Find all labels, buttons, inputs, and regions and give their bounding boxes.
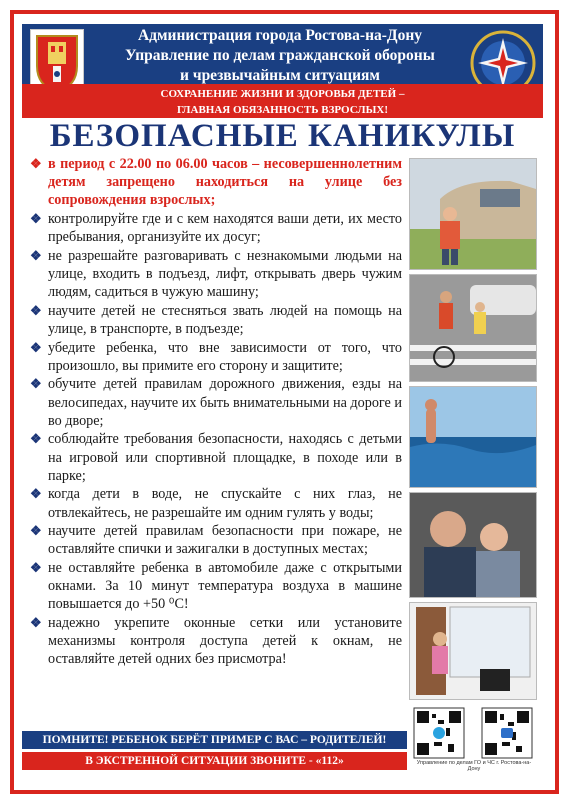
- list-item: [30, 614, 402, 669]
- list-item: [30, 302, 402, 338]
- list-item: [30, 155, 402, 210]
- photo-child-at-window: [409, 602, 537, 700]
- header-text: [100, 26, 460, 86]
- list-item-text: контролируйте где и с кем находятся ваши дети, их место пребывания, организуйте их досуг;: [48, 211, 402, 246]
- list-item: [30, 339, 402, 375]
- bullet-diamond-icon: ❖: [30, 614, 42, 630]
- list-item-text: в период с 22.00 по 06.00 часов – несовершеннолетним детям запрещено находиться на улице без сопровождения взрослых;: [48, 156, 402, 209]
- photo-drowning-hand: [409, 386, 537, 488]
- bullet-diamond-icon: ❖: [30, 431, 42, 447]
- photo-rescuer-with-child: [409, 492, 537, 598]
- photo-children-crossing: [409, 274, 537, 382]
- header-line-1: Администрация города Ростова-на-Дону: [137, 27, 423, 44]
- bullet-diamond-icon: ❖: [30, 523, 42, 539]
- slogan-line-1: СОХРАНЕНИЕ ЖИЗНИ И ЗДОРОВЬЯ ДЕТЕЙ –: [160, 88, 405, 100]
- qr-code-telegram: [414, 708, 464, 758]
- bullet-diamond-icon: ❖: [30, 376, 42, 392]
- footer-warning: ПОМНИТЕ! РЕБЕНОК БЕРЁТ ПРИМЕР С ВАС – РОДИТЕЛЕЙ!: [22, 731, 407, 749]
- list-item-text: не разрешайте разговаривать с незнакомыми людьми на улице, входить в подъезд, лифт, открывать дверь чужим людям, садиться в чужую машину;: [48, 247, 402, 301]
- bullet-diamond-icon: ❖: [30, 486, 42, 502]
- list-item-text: надежно укрепите оконные сетки или установите механизмы контроля доступа детей к окнам, не оставляйте детей одних без присмотра!: [48, 614, 402, 668]
- header-line-2: Управление по делам гражданской обороны: [125, 47, 435, 64]
- bullet-diamond-icon: ❖: [30, 559, 42, 575]
- qr-codes: [412, 706, 536, 760]
- list-item: [30, 210, 402, 246]
- page-title: БЕЗОПАСНЫЕ КАНИКУЛЫ: [49, 118, 516, 154]
- safety-tips-list: [30, 155, 402, 669]
- bullet-diamond-icon: ❖: [30, 247, 42, 263]
- bullet-diamond-icon: ❖: [30, 211, 42, 226]
- bullet-diamond-icon: ❖: [30, 156, 42, 171]
- bullet-diamond-icon: ❖: [30, 302, 42, 318]
- footer-emergency: В ЭКСТРЕННОЙ СИТУАЦИИ ЗВОНИТЕ - «112»: [22, 752, 407, 770]
- list-item-text: соблюдайте требования безопасности, находясь с детьми на игровой или спортивной площадке, в походе или в парке;: [48, 431, 402, 484]
- list-item-text: обучите детей правилам дорожного движения, езды на велосипедах, научите их быть внимательными на дороге и во дворе;: [48, 376, 402, 429]
- bullet-diamond-icon: ❖: [30, 339, 42, 355]
- list-item: [30, 375, 402, 430]
- slogan-line-2: ГЛАВНАЯ ОБЯЗАННОСТЬ ВЗРОСЛЫХ!: [176, 104, 389, 116]
- list-item-text: не оставляйте ребенка в автомобиле даже с открытыми окнами. За 10 минут температура воздуха в машине повышается до +50 ⁰С!: [48, 559, 402, 613]
- slogan-band: [22, 84, 543, 118]
- list-item-text: научите детей правилам безопасности при пожаре, не оставляйте спички и зажигалки в доступных местах;: [48, 523, 402, 558]
- list-item: [30, 485, 402, 521]
- header-line-3: и чрезвычайным ситуациям: [180, 67, 380, 84]
- qr-caption: Управление по делам ГО и ЧС г. Ростова-на-Дону: [416, 760, 532, 772]
- list-item: [30, 247, 402, 302]
- list-item-text: убедите ребенка, что вне зависимости от того, что произошло, вы примите его сторону и защитите;: [48, 339, 402, 374]
- qr-code-vk: [482, 708, 532, 758]
- photo-child-by-car: [409, 158, 537, 270]
- list-item: [30, 430, 402, 485]
- list-item: [30, 522, 402, 558]
- list-item-text: когда дети в воде, не спускайте с них глаз, не отвлекайтесь, не разрешайте им одним гулять у воды;: [48, 486, 402, 521]
- list-item-text: научите детей не стесняться звать людей на помощь на улице, в транспорте, в подъезде;: [48, 302, 402, 337]
- list-item: [30, 559, 402, 614]
